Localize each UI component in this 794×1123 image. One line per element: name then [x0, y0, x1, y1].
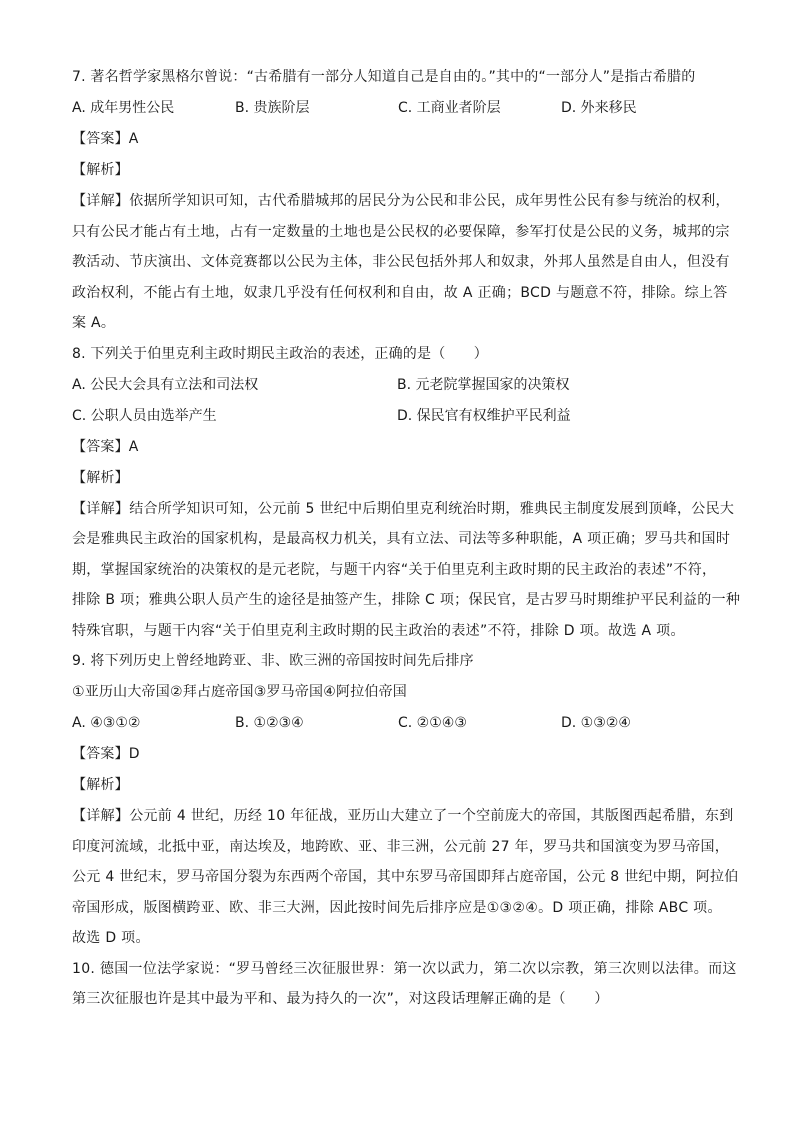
q10-stem-line: 10. 德国一位法学家说：“罗马曾经三次征服世界：第一次以武力，第二次以宗教，第三次则以法律。而这 — [72, 960, 737, 977]
q9-detail-line: 印度河流域，北抵中亚，南达埃及，地跨欧、亚、非三洲，公元前 27 年，罗马共和国演变为罗马帝国， — [72, 838, 730, 855]
q9-detail-line: 公元 4 世纪末，罗马帝国分裂为东西两个帝国，其中东罗马帝国即拜占庭帝国，公元 8 世纪中期，阿拉伯 — [72, 869, 739, 885]
q7-detail — [72, 186, 732, 339]
q8-detail — [72, 494, 741, 647]
q8-option-a: A. 公民大会具有立法和司法权 — [72, 376, 259, 393]
q9-option-d: D. ①③②④ — [561, 715, 631, 731]
q8-options-row-1 — [72, 370, 732, 401]
q7-options — [72, 93, 732, 124]
q7-detail-line: 教活动、节庆演出、文体竞赛都以公民为主体，非公民包括外邦人和奴隶，外邦人虽然是自由人，但没有 — [72, 254, 730, 270]
q7-option-c: C. 工商业者阶层 — [398, 100, 501, 116]
q8-detail-line: 特殊官职，与题干内容“关于伯里克利主政时期的民主政治的表述”不符，排除 D 项。故选 A 项。 — [72, 622, 685, 639]
q7-detail-line: 政治权利，不能占有土地，奴隶几乎没有任何权利和自由，故 A 正确；BCD 与题意不符，排除。综上答 — [72, 284, 728, 301]
q7-stem: 7. 著名哲学家黑格尔曾说：“古希腊有一部分人知道自己是自由的。”其中的“一部分人”是指古希腊的 — [72, 69, 696, 85]
q9-detail-line: 帝国形成，版图横跨亚、欧、非三大洲，因此按时间先后排序应是①③②④。D 项正确，排除 ABC 项。 — [72, 899, 722, 916]
q9-option-b: B. ①②③④ — [235, 715, 304, 731]
q7-detail-line: 只有公民才能占有土地，占有一定数量的土地也是公民权的必要保障，参军打仗是公民的义务，城邦的宗 — [72, 223, 730, 240]
q7-detail-line: 案 A。 — [72, 315, 116, 331]
q8-detail-line: 会是雅典民主政治的国家机构，是最高权力机关，具有立法、司法等多种职能，A 项正确；罗马共和国时 — [72, 531, 731, 547]
q7-option-d: D. 外来移民 — [561, 100, 637, 116]
document-page — [72, 62, 741, 1015]
q9-answer: 【答案】D — [72, 746, 140, 762]
q8-detail-line: 期，掌握国家统治的决策权的是元老院，与题干内容“关于伯里克利主政时期的民主政治的表述”不符， — [72, 561, 717, 578]
q8-stem: 8. 下列关于伯里克利主政时期民主政治的表述，正确的是（ ） — [72, 345, 489, 362]
q8-detail-line: 排除 B 项；雅典公职人员产生的途径是抽签产生，排除 C 项；保民官，是古罗马时期维护平民利益的一种 — [72, 592, 741, 608]
q7-answer: 【答案】A — [72, 131, 139, 147]
q8-option-b: B. 元老院掌握国家的决策权 — [397, 376, 570, 393]
q9-detail-line: 故选 D 项。 — [72, 930, 150, 946]
q8-option-c: C. 公职人员由选举产生 — [72, 407, 217, 424]
q7-option-a: A. 成年男性公民 — [72, 100, 175, 116]
q10-stem-line: 第三次征服也许是其中最为平和、最为持久的一次”，对这段话理解正确的是（ ） — [72, 991, 609, 1007]
q9-options — [72, 708, 732, 739]
q10-stem — [72, 954, 737, 1015]
q8-answer: 【答案】A — [72, 438, 139, 455]
q9-detail — [72, 801, 739, 954]
q9-stem: 9. 将下列历史上曾经地跨亚、非、欧三洲的帝国按时间先后排序 — [72, 653, 474, 669]
q9-option-a: A. ④③①② — [72, 715, 141, 731]
q8-analysis-label: 【解析】 — [72, 469, 129, 486]
q7-detail-line: 【详解】依据所学知识可知，古代希腊城邦的居民分为公民和非公民，成年男性公民有参与统治的权利， — [72, 193, 730, 209]
q8-detail-line: 【详解】结合所学知识可知，公元前 5 世纪中后期伯里克利统治时期，雅典民主制度发展到顶峰，公民大 — [72, 500, 735, 517]
q7-analysis-label: 【解析】 — [72, 162, 129, 178]
q8-options-row-2 — [72, 401, 732, 432]
q9-option-c: C. ②①④③ — [398, 715, 467, 731]
q9-detail-line: 【详解】公元前 4 世纪，历经 10 年征战，亚历山大建立了一个空前庞大的帝国，其版图西起希腊，东到 — [72, 808, 734, 824]
q7-option-b: B. 贵族阶层 — [235, 100, 310, 116]
q8-option-d: D. 保民官有权维护平民利益 — [397, 407, 571, 424]
q9-items: ①亚历山大帝国②拜占庭帝国③罗马帝国④阿拉伯帝国 — [72, 684, 408, 700]
q9-analysis-label: 【解析】 — [72, 777, 129, 793]
